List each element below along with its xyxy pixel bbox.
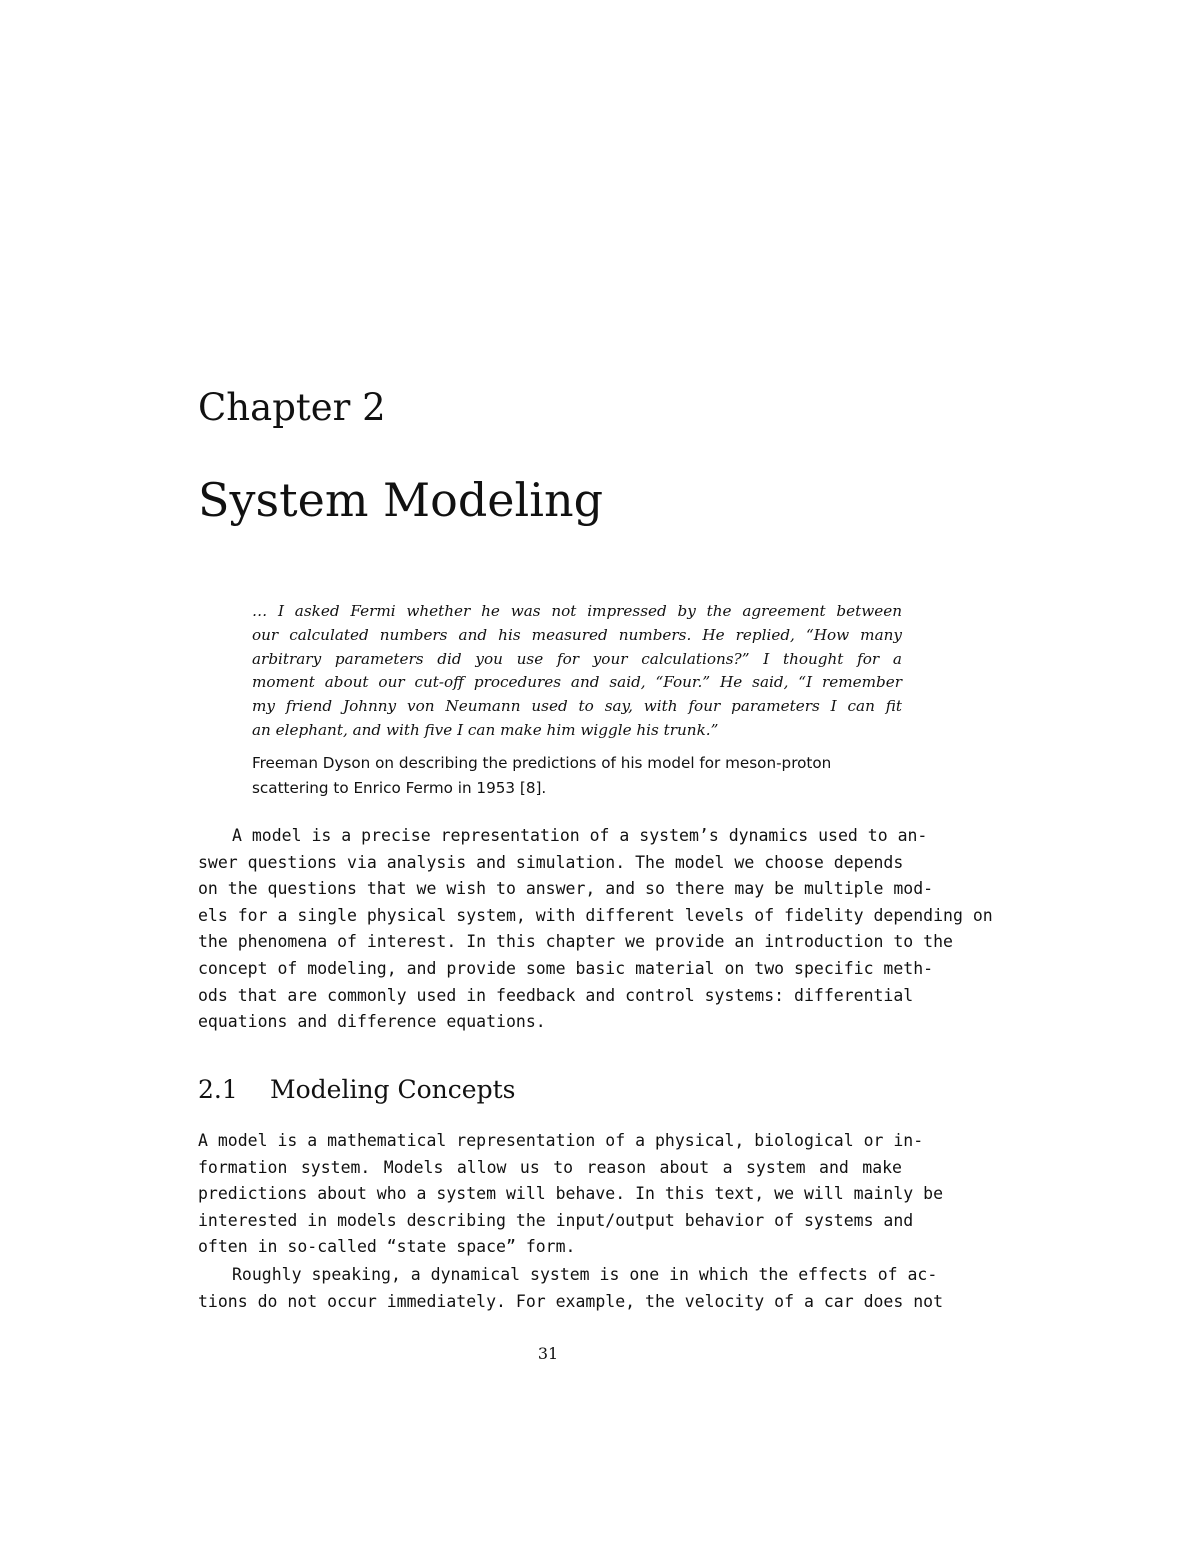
attribution-line: Freeman Dyson on describing the predictions of his model for meson-proton	[252, 753, 832, 772]
section-title: Modeling Concepts	[270, 1075, 516, 1104]
epigraph-line: an elephant, and with five I can make him wiggle his trunk.”	[252, 720, 719, 739]
paragraph-line: A model is a precise representation of a system’s dynamics used to an-	[232, 826, 928, 845]
paragraph-line: Roughly speaking, a dynamical system is one in which the effects of ac-	[232, 1265, 938, 1284]
paragraph-line: the phenomena of interest. In this chapter we provide an introduction to the	[198, 932, 953, 952]
epigraph	[252, 600, 902, 801]
epigraph-line: … I asked Fermi whether he was not impressed by the agreement between	[252, 602, 902, 620]
attribution-line: scattering to Enrico Fermo in 1953 [8].	[252, 778, 547, 797]
epigraph-line: arbitrary parameters did you use for your calculations?” I thought for a	[252, 649, 902, 668]
paragraph-line: often in so-called “state space” form.	[198, 1237, 576, 1257]
chapter-label: Chapter 2	[198, 386, 386, 429]
paragraph-line: swer questions via analysis and simulation. The model we choose depends	[198, 852, 904, 872]
paragraph-line: predictions about who a system will behave. In this text, we will mainly be	[198, 1184, 944, 1204]
paragraph-line: formation system. Models allow us to reason about a system and make	[198, 1157, 902, 1177]
section-paragraph-2	[198, 1262, 944, 1315]
intro-paragraph	[198, 823, 993, 1036]
paragraph-line: on the questions that we wish to answer, and so there may be multiple mod-	[198, 879, 934, 899]
page-number: 31	[537, 1344, 559, 1363]
epigraph-attribution	[252, 751, 902, 801]
paragraph-line: ods that are commonly used in feedback and control systems: differential	[198, 985, 914, 1005]
section-number: 2.1	[198, 1075, 238, 1104]
epigraph-line: our calculated numbers and his measured numbers. He replied, “How many	[252, 625, 902, 644]
paragraph-line: tions do not occur immediately. For example, the velocity of a car does not	[198, 1291, 944, 1311]
paragraph-line: equations and difference equations.	[198, 1012, 546, 1032]
section-paragraph-1	[198, 1128, 944, 1261]
epigraph-line: moment about our cut-off procedures and said, “Four.” He said, “I remember	[252, 673, 902, 692]
paragraph-line: interested in models describing the input/output behavior of systems and	[198, 1210, 914, 1230]
paragraph-line: concept of modeling, and provide some basic material on two specific meth-	[198, 958, 934, 978]
epigraph-line: my friend Johnny von Neumann used to say, with four parameters I can fit	[252, 697, 902, 716]
chapter-title: System Modeling	[198, 473, 604, 527]
section-heading	[198, 1072, 902, 1108]
paragraph-line: els for a single physical system, with different levels of fidelity depending on	[198, 905, 993, 925]
paragraph-line: A model is a mathematical representation of a physical, biological or in-	[198, 1131, 924, 1150]
